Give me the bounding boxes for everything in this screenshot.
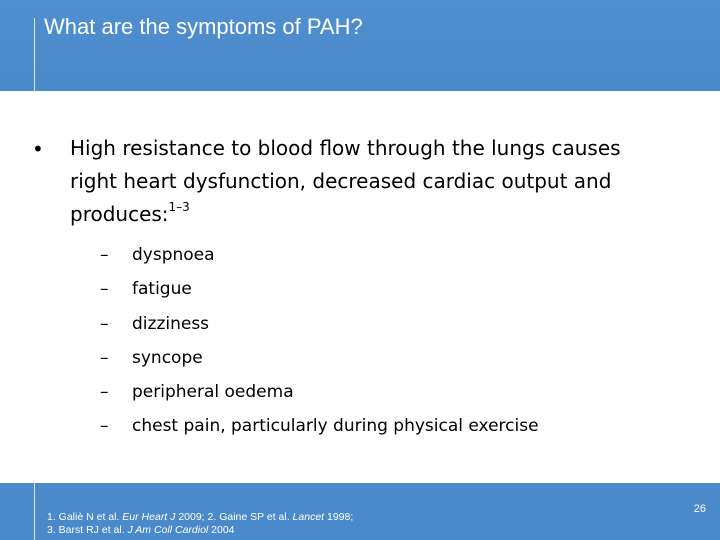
list-item	[100, 238, 539, 272]
journal-name: Lancet	[292, 511, 325, 523]
journal-name: Eur Heart J	[122, 511, 176, 523]
journal-name: J Am Coll Cardiol	[127, 524, 209, 536]
ref-text: 2009; 2. Gaine SP et al.	[175, 511, 293, 523]
main-bullet-body: High resistance to blood flow through the lungs causes right heart dysfunction, decreased cardiac output and produces:	[70, 136, 621, 226]
footer-bar	[0, 483, 720, 540]
symptom-text: syncope	[132, 347, 203, 368]
slide-title: What are the symptoms of PAH?	[44, 14, 363, 39]
references	[47, 511, 353, 537]
main-bullet-text	[70, 132, 640, 231]
symptom-text: dyspnoea	[132, 245, 215, 265]
list-item	[100, 375, 539, 409]
list-item	[100, 307, 539, 341]
symptom-list	[100, 238, 539, 444]
dash-marker: –	[100, 313, 109, 334]
ref-text: 1998;	[324, 511, 354, 523]
title-bar	[0, 0, 720, 91]
ref-text: 1. Galiè N et al.	[47, 511, 123, 523]
dash-marker: –	[100, 416, 109, 437]
symptom-text: peripheral oedema	[132, 382, 294, 403]
bullet-marker: •	[32, 137, 44, 161]
dash-marker: –	[100, 279, 109, 300]
symptom-text: chest pain, particularly during physical exercise	[132, 416, 539, 437]
header-divider	[34, 18, 35, 91]
list-item	[100, 409, 539, 443]
citation-superscript: 1–3	[168, 200, 190, 214]
dash-marker: –	[100, 382, 109, 403]
list-item	[100, 341, 539, 375]
ref-text: 2004	[208, 524, 235, 536]
main-bullet	[32, 132, 672, 231]
symptom-text: fatigue	[132, 279, 192, 300]
ref-text: 3. Barst RJ et al.	[47, 524, 128, 536]
dash-marker: –	[100, 347, 109, 368]
list-item	[100, 272, 539, 306]
dash-marker: –	[100, 245, 109, 265]
symptom-text: dizziness	[132, 313, 210, 334]
reference-line-2	[47, 524, 353, 537]
page-number: 26	[693, 503, 706, 515]
reference-line-1	[47, 511, 353, 524]
footer-divider	[34, 483, 35, 540]
